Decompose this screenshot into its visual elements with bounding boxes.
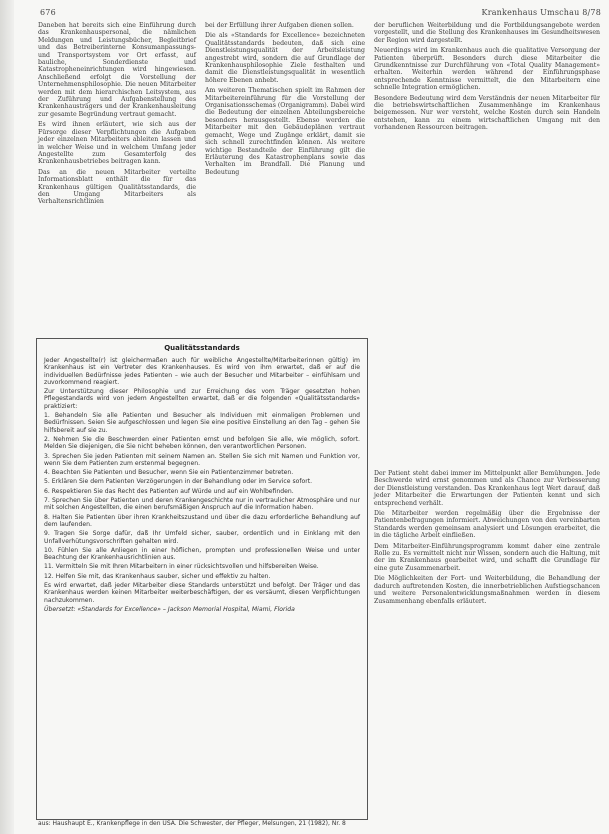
box-list-item: 12. Helfen Sie mit, das Krankenhaus sauber, sicher und effektiv zu halten.: [44, 572, 271, 580]
paragraph: Das an die neuen Mitarbeiter verteilte Informationsblatt enthält die für das Krankenhaus gültigen Qualitätsstandards, die den Umgang Mitarbeiters als Verhaltensrichtlinien: [38, 168, 196, 206]
journal-title: Krankenhaus Umschau 8/78: [481, 8, 601, 17]
box-list-item: 3. Sprechen Sie jeden Patienten mit seinem Namen an. Stellen Sie sich mit Namen und Funktion vor, wenn Sie dem Patienten zum erstenmal begegnen.: [44, 452, 360, 467]
paragraph: Daneben hat bereits sich eine Einführung durch das Krankenhauspersonal, die nämlichen Meldungen und Leistungsbücher, Begleitbrief und das Betreiberinterne Konsumanpassungs- und Transportsystem vor Ort erfasst, auf bauliche, Sonderdienste und Katastropheneinrichtungen wird hingewiesen. Anschließend erfolgt die Vorstellung der Unternehmensphilosophie. Die neuen Mitarbeiter werden mit dem hierarchischen Leitsystem, aus der Zuführung und Aufgabenstellung des Krankenhausträgers und der Krankenhausleitung zur gesamte Begründung vertraut gemacht.: [38, 22, 196, 118]
box-list-item: 6. Respektieren Sie das Recht des Patienten auf Würde und auf ein Wohlbefinden.: [44, 487, 294, 495]
text-column-3: [374, 22, 600, 135]
box-body: [37, 357, 367, 613]
box-paragraph: Zur Unterstützung dieser Philosophie und zur Erreichung des vom Träger gesetzten hohen Pflegestandards wird von jedem Angestellten erwartet, daß er die folgenden «Qualitätsstandards» praktiziert:: [44, 388, 360, 410]
paragraph: Dem Mitarbeiter-Einführungsprogramm kommt daher eine zentrale Rolle zu. Es vermittelt nicht nur Wissen, sondern auch die Haltung, mit der im Krankenhaus gearbeitet wird, und schafft die Grundlage für eine gute Zusammenarbeit.: [374, 542, 600, 572]
paragraph: Die Möglichkeiten der Fort- und Weiterbildung, die Behandlung der dadurch auftretenden Kosten, die innerbetrieblichen Aufstiegschancen und weitere Personalentwicklungsmaßnahmen werden in diesem Zusammenhang ebenfalls erläutert.: [374, 575, 600, 605]
box-list-item: 1. Behandeln Sie alle Patienten und Besucher als Individuen mit einmaligen Problemen und Bedürfnissen. Seien Sie aufgeschlossen und legen Sie eine positive Einstellung an den Tag – gehen Sie hilfsbereit auf sie zu.: [44, 412, 360, 434]
paragraph: der beruflichen Weiterbildung und die Fortbildungsangebote werden vorgestellt, und die Stellung des Krankenhauses im Gesundheitswesen der Region wird dargestellt.: [374, 22, 600, 44]
box-list-item: 9. Tragen Sie Sorge dafür, daß Ihr Umfeld sicher, sauber, ordentlich und in Einklang mit den Unfallverhütungsvorschriften gehalten wird.: [44, 530, 360, 545]
quality-standards-box: [36, 338, 368, 820]
box-list-item: 4. Beachten Sie Patienten und Besucher, wenn Sie ein Patientenzimmer betreten.: [44, 469, 294, 477]
box-paragraph: Es wird erwartet, daß jeder Mitarbeiter diese Standards unterstützt und befolgt. Der Träger und das Krankenhaus werden keinen Mitarbeiter weiterbeschäftigen, der es versäumt, diesen Verpflichtungen nachzukommen.: [44, 582, 360, 604]
page-number: 676: [40, 8, 56, 17]
paragraph: Besondere Bedeutung wird dem Verständnis der neuen Mitarbeiter für die betriebswirtschaftlichen Zusammenhänge im Krankenhaus beigemessen. Nur wer versteht, welche Kosten durch sein Handeln entstehen, kann zu einem wirtschaftlichen Umgang mit den vorhandenen Ressourcen beitragen.: [374, 94, 600, 132]
paragraph: Am weiteren Thematischen spielt im Rahmen der Mitarbeitereinführung für die Vorstellung der Organisationsschemas (Organigramm). Dabei wird die Bedeutung der einzelnen Abteilungsbereiche besonders herausgestellt. Ebenso werden die Mitarbeiter mit den Gebäudeplänen vertraut gemacht, Wege und Zugänge erklärt, damit sie sich schnell zurechtfinden können. Als weitere wichtige Bestandteile der Einführung gilt die Erläuterung des Katastrophenplans sowie das Verhalten im Brandfall. Die Planung und Bedeutung: [205, 87, 366, 176]
text-column-2: [205, 22, 365, 179]
paragraph: Der Patient steht dabei immer im Mittelpunkt aller Bemühungen. Jede Beschwerde wird ernst genommen und als Chance zur Verbesserung der Dienstleistung verstanden. Das Krankenhaus legt Wert darauf, daß jeder Mitarbeiter die Erwartungen der Patienten kennt und sich entsprechend verhält.: [374, 470, 600, 507]
box-list-item: 10. Fühlen Sie alle Anliegen in einer höflichen, prompten und professionellen Weise und unter Beachtung der Krankenhausrichtlinien aus.: [44, 546, 360, 562]
source-citation: aus: Haushaupt E., Krankenpflege in den USA. Die Schwester, der Pfleger, Melsungen, 21 (1982), Nr. 8: [38, 820, 346, 827]
box-list-item: 7. Sprechen Sie über Patienten und deren Krankengeschichte nur in vertraulicher Atmosphäre und nur mit solchen Angestellten, die einen berufsmäßigen Anspruch auf die Information haben.: [44, 497, 360, 512]
paragraph: Es wird ihnen erläutert, wie sich aus der Fürsorge dieser Verpflichtungen die Aufgaben jeder einzelnen Mitarbeiters ableiten lassen und in welcher Weise und in welchem Umfang jeder Angestellte zum Gesamterfolg des Krankenhausbetriebes beitragen kann.: [38, 121, 196, 166]
paragraph: Die als «Standards for Excellence» bezeichneten Qualitätsstandards bedeuten, daß sich eine Dienstleistungsqualität der Arbeitsleistung angestrebt wird, sondern die auf Grundlage der Krankenhausphilosophie Ziele festhalten und damit die Dienstleistungsqualität in wesentlich höhere Ebenen anhebt.: [205, 32, 365, 84]
paragraph: bei der Erfüllung ihrer Aufgaben dienen sollen.: [205, 22, 354, 29]
text-column-3-lower: [374, 470, 600, 608]
box-list-item: 5. Erklären Sie dem Patienten Verzögerungen in der Behandlung oder im Service sofort.: [44, 478, 313, 486]
box-list-item: 8. Halten Sie Patienten über ihren Krankheitszustand und über die dazu erforderliche Behandlung auf dem laufenden.: [44, 513, 360, 528]
box-title: Qualitätsstandards: [164, 344, 240, 352]
text-column-1: [38, 22, 196, 209]
box-attribution: Übersetzt: «Standards for Excellence» – Jackson Memorial Hospital, Miami, Florida: [44, 605, 295, 613]
paragraph: Die Mitarbeiter werden regelmäßig über die Ergebnisse der Patientenbefragungen informiert. Abweichungen von den vereinbarten Standards werden gemeinsam analysiert und Lösungen erarbeitet, die in die tägliche Arbeit einfließen.: [374, 510, 600, 540]
page-header: [40, 8, 601, 22]
paragraph: Neuerdings wird im Krankenhaus auch die qualitative Versorgung der Patienten überprüft. Besonders durch diese Mitarbeiter die Grundkenntnisse zur Durchführung von «Total Quality Management» erhalten. Weiterhin werden während der Einführungsphase entsprechende Kenntnisse vermittelt, die den Mitarbeitern eine schnelle Integration ermöglichen.: [374, 47, 600, 92]
box-list-item: 11. Vermitteln Sie mit Ihren Mitarbeitern in einer rücksichtsvollen und hilfsbereiten Weise.: [44, 563, 319, 571]
box-list-item: 2. Nehmen Sie die Beschwerden einer Patienten ernst und befolgen Sie alle, wie möglich, sofort. Melden Sie diejenigen, die Sie nicht beheben können, den verantwortlichen Personen.: [44, 435, 360, 451]
box-paragraph: Jeder Angestellte(r) ist gleichermaßen auch für weibliche Angestellte/Mitarbeiterinnen gültig) im Krankenhaus ist ein Vertreter des Krankenhauses. Es wird von ihm erwartet, daß er auf die individuellen Bedürfnisse jedes Patienten – wie auch der Besucher und Mitarbeiter – einfühlsam und zuvorkommend reagiert.: [44, 357, 360, 386]
page-fold-shadow: [0, 0, 14, 834]
